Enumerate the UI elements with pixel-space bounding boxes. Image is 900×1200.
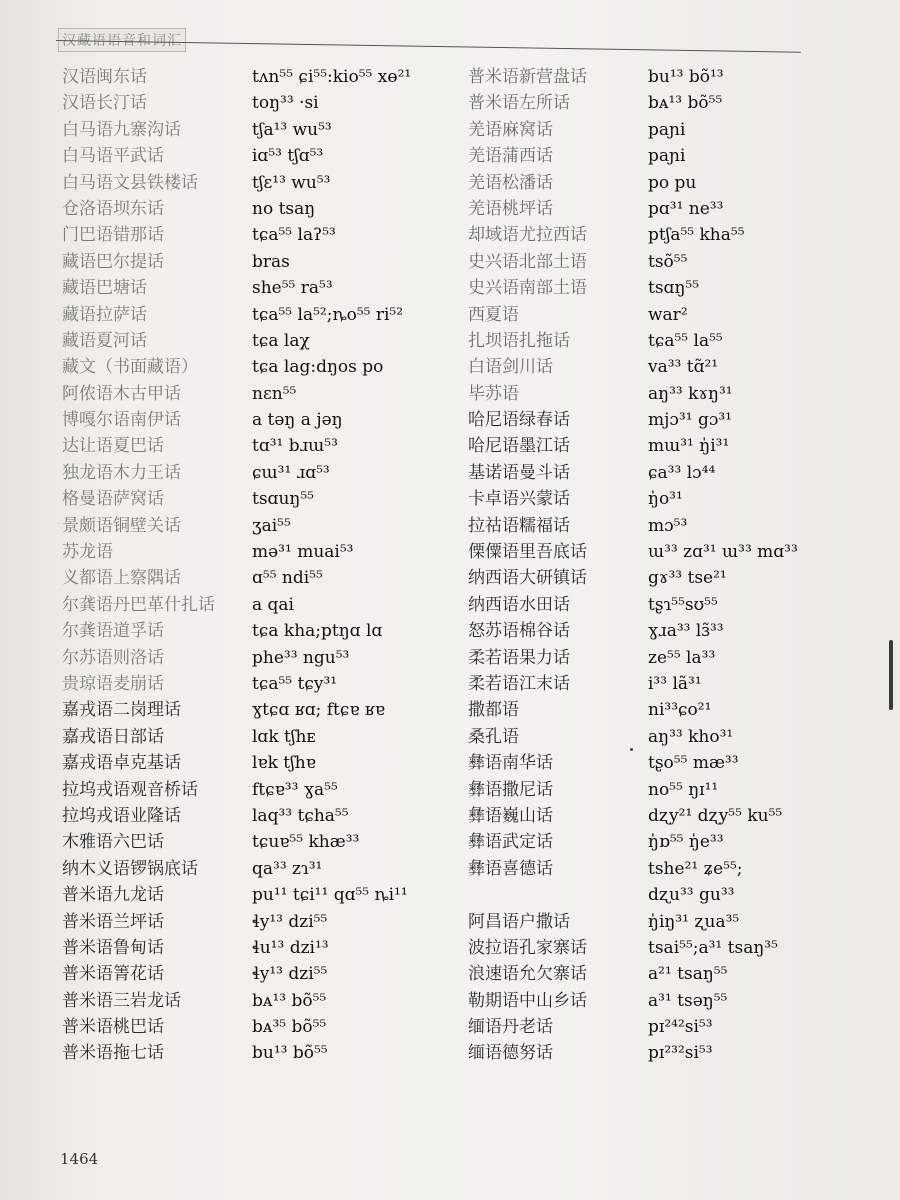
entry-row <box>62 883 462 909</box>
ipa-form: mjɔ³¹ gɔ³¹ <box>648 410 732 431</box>
ipa-form: a³¹ tsəŋ⁵⁵ <box>648 990 728 1011</box>
ipa-form: pɑ³¹ ne³³ <box>648 198 724 219</box>
language-name: 尔龚语道孚话 <box>62 621 164 642</box>
language-name: 藏语拉萨话 <box>62 304 147 325</box>
entry-row <box>62 778 462 804</box>
entry-row <box>468 672 828 698</box>
left-column <box>62 65 462 1068</box>
ipa-form: tʃa¹³ wu⁵³ <box>252 119 332 140</box>
language-name: 普米语九龙话 <box>62 885 164 906</box>
entry-row <box>468 698 828 724</box>
entry-row <box>468 514 828 540</box>
language-name: 彝语撒尼话 <box>468 779 553 800</box>
language-name: 普米语箐花话 <box>62 964 164 985</box>
language-name: 彝语喜德话 <box>468 858 553 879</box>
language-name: 普米语鲁甸话 <box>62 937 164 958</box>
entry-row <box>468 593 828 619</box>
ipa-form: tsɑŋ⁵⁵ <box>648 278 700 299</box>
ipa-form: ze⁵⁵ la³³ <box>648 647 716 668</box>
ipa-form: iɑ⁵³ tʃɑ⁵³ <box>252 146 324 167</box>
ipa-form: qa³³ zɿ³¹ <box>252 858 323 879</box>
language-name: 拉坞戎语业隆话 <box>62 805 181 826</box>
entry-row <box>468 857 828 883</box>
language-name: 毕苏语 <box>468 383 519 404</box>
ipa-form: mə³¹ muai⁵³ <box>252 542 354 563</box>
entry-row <box>468 619 828 645</box>
ipa-form: bras <box>252 251 290 272</box>
language-name: 西夏语 <box>468 304 519 325</box>
language-name: 普米语桃巴话 <box>62 1017 164 1038</box>
language-name: 哈尼语墨江话 <box>468 436 570 457</box>
ipa-form: gɤ³³ tse²¹ <box>648 568 727 589</box>
ipa-form: ɣtɕɑ ʁɑ; ftɕɐ ʁɐ <box>252 700 385 721</box>
ipa-form: tɕa kha;ptŋɑ lɑ <box>252 621 383 642</box>
ipa-form: bu¹³ bõ¹³ <box>648 67 724 87</box>
entry-row <box>62 540 462 566</box>
entry-row <box>468 250 828 276</box>
entry-row <box>62 1041 462 1067</box>
language-name: 苏龙语 <box>62 542 113 563</box>
entry-row <box>62 250 462 276</box>
entry-row <box>468 355 828 381</box>
ipa-form: aŋ³³ kɤŋ³¹ <box>648 383 733 404</box>
ipa-form: ŋ̍ɒ⁵⁵ ŋ̍e³³ <box>648 832 724 853</box>
entry-row <box>468 434 828 460</box>
ipa-form: bᴀ³⁵ bõ⁵⁵ <box>252 1017 327 1038</box>
ipa-form: ʒai⁵⁵ <box>252 515 291 536</box>
entry-row <box>468 91 828 117</box>
ipa-form: paɲi <box>648 146 686 167</box>
ipa-form: tʌn⁵⁵ ɕi⁵⁵:kio⁵⁵ xɵ²¹ <box>252 67 412 87</box>
language-name: 阿昌语户撒话 <box>468 911 570 932</box>
entry-row <box>468 171 828 197</box>
entry-row <box>62 672 462 698</box>
language-name: 羌语麻窝话 <box>468 119 553 140</box>
ipa-form: ɬu¹³ dzi¹³ <box>252 937 329 958</box>
language-name: 柔若语果力话 <box>468 647 570 668</box>
language-name: 卡卓语兴蒙话 <box>468 489 570 510</box>
ipa-form: tɕa⁵⁵ la⁵²;ȵo⁵⁵ ri⁵² <box>252 304 404 325</box>
entry-row <box>62 514 462 540</box>
entry-row <box>62 91 462 117</box>
ipa-form: bᴀ¹³ bõ⁵⁵ <box>252 990 327 1011</box>
entry-row <box>62 223 462 249</box>
running-head: 汉藏语语音和词汇 <box>58 28 186 52</box>
entry-row <box>62 751 462 777</box>
entry-row <box>62 329 462 355</box>
ipa-form: tɕa⁵⁵ la⁵⁵ <box>648 330 723 351</box>
language-name: 柔若语江末话 <box>468 673 570 694</box>
language-name: 普米语三岩龙话 <box>62 990 181 1011</box>
ipa-form: pɪ²⁴²si⁵³ <box>648 1017 713 1038</box>
language-name: 独龙语木力王话 <box>62 462 181 483</box>
ipa-form: ŋ̍iŋ³¹ ʐua³⁵ <box>648 911 740 932</box>
entry-row <box>62 487 462 513</box>
ipa-form: no tsaŋ <box>252 198 316 219</box>
page-number: 1464 <box>60 1150 99 1168</box>
ipa-form: war² <box>648 304 688 325</box>
entry-row <box>62 804 462 830</box>
ipa-form: ftɕɐ³³ ɣa⁵⁵ <box>252 779 338 800</box>
entry-row <box>468 303 828 329</box>
entry-row <box>468 778 828 804</box>
language-name: 汉语长汀话 <box>62 93 147 114</box>
ipa-form: mɯ³¹ ŋ̍i³¹ <box>648 436 730 457</box>
ipa-form: nɛn⁵⁵ <box>252 383 297 404</box>
language-name: 仓洛语坝东话 <box>62 198 164 219</box>
entry-row <box>468 223 828 249</box>
language-name: 义都语上察隅话 <box>62 568 181 589</box>
ipa-form: aŋ³³ kho³¹ <box>648 726 734 747</box>
entry-row <box>62 962 462 988</box>
entry-row <box>62 725 462 751</box>
language-name: 汉语闽东话 <box>62 67 147 87</box>
entry-row <box>62 566 462 592</box>
ipa-form: tɕuɐ⁵⁵ khæ³³ <box>252 832 360 853</box>
entry-row <box>62 197 462 223</box>
ipa-form: va³³ tɑ̃²¹ <box>648 357 719 378</box>
language-name: 纳西语水田话 <box>468 594 570 615</box>
entry-row <box>468 65 828 91</box>
language-name: 普米语兰坪话 <box>62 911 164 932</box>
entry-row <box>468 910 828 936</box>
entry-row <box>468 540 828 566</box>
language-name: 藏文（书面藏语） <box>62 357 198 378</box>
entry-row <box>62 910 462 936</box>
ipa-form: ɣɹa³³ lɜ̃³³ <box>648 621 724 642</box>
entry-row <box>468 118 828 144</box>
entry-row <box>62 171 462 197</box>
ipa-form: a təŋ a jəŋ <box>252 410 343 431</box>
ipa-form: mɔ⁵³ <box>648 515 688 536</box>
entry-row <box>62 461 462 487</box>
language-name: 彝语武定话 <box>468 832 553 853</box>
language-name: 达让语夏巴话 <box>62 436 164 457</box>
ipa-form: tʂɿ⁵⁵sʊ⁵⁵ <box>648 594 718 615</box>
language-name: 藏语夏河话 <box>62 330 147 351</box>
ipa-form: i³³ lã³¹ <box>648 673 702 694</box>
ipa-form: tshe²¹ ʑe⁵⁵; <box>648 858 743 879</box>
ipa-form: paɲi <box>648 119 686 140</box>
language-name: 羌语桃坪话 <box>468 198 553 219</box>
ipa-form: bᴀ¹³ bõ⁵⁵ <box>648 93 723 114</box>
language-name: 傈僳语里吾底话 <box>468 542 587 563</box>
binding-shadow <box>889 640 893 710</box>
entry-row <box>62 936 462 962</box>
language-name: 白语剑川话 <box>468 357 553 378</box>
entry-row <box>468 751 828 777</box>
language-name: 史兴语南部土语 <box>468 278 587 299</box>
entry-row <box>62 382 462 408</box>
ipa-form: no⁵⁵ ŋɪ¹¹ <box>648 779 719 800</box>
language-name: 普米语拖七话 <box>62 1043 164 1064</box>
entry-row <box>468 382 828 408</box>
ipa-form: toŋ³³ ·si <box>252 93 319 114</box>
ipa-form: a qai <box>252 594 294 615</box>
entry-row <box>468 989 828 1015</box>
language-name: 拉坞戎语观音桥话 <box>62 779 198 800</box>
ipa-form: bu¹³ bõ⁵⁵ <box>252 1043 328 1064</box>
ipa-form: ŋ̍o³¹ <box>648 489 683 510</box>
ipa-form: pu¹¹ tɕi¹¹ qɑ⁵⁵ ȵi¹¹ <box>252 885 408 906</box>
ipa-form: tɕa⁵⁵ tɕy³¹ <box>252 673 338 694</box>
ipa-form: ɯ³³ zɑ³¹ ɯ³³ mɑ³³ <box>648 542 798 563</box>
entry-row <box>62 408 462 434</box>
language-name: 勒期语中山乡话 <box>468 990 587 1011</box>
ipa-form: pɪ²³²si⁵³ <box>648 1043 713 1064</box>
ipa-form: laq³³ tɕha⁵⁵ <box>252 805 349 826</box>
ipa-form: tɑ³¹ bɹɯ⁵³ <box>252 436 338 457</box>
ipa-form: tɕa laχ <box>252 330 310 351</box>
language-name: 白马语文县铁楼话 <box>62 172 198 193</box>
language-name: 门巴语错那话 <box>62 225 164 246</box>
entry-row <box>62 355 462 381</box>
right-column <box>468 65 828 1068</box>
entry-row <box>62 593 462 619</box>
ipa-form: a²¹ tsaŋ⁵⁵ <box>648 964 728 985</box>
entry-row <box>62 857 462 883</box>
entry-row <box>468 962 828 988</box>
entry-row <box>468 487 828 513</box>
language-name: 景颇语铜壁关话 <box>62 515 181 536</box>
ipa-form: phe³³ ngu⁵³ <box>252 647 350 668</box>
language-name: 羌语松潘话 <box>468 172 553 193</box>
language-name: 嘉戎语日部话 <box>62 726 164 747</box>
ipa-form: ptʃa⁵⁵ kha⁵⁵ <box>648 225 745 246</box>
ipa-form: tʂo⁵⁵ mæ³³ <box>648 753 739 774</box>
language-name: 波拉语孔家寨话 <box>468 937 587 958</box>
entry-row <box>62 303 462 329</box>
entry-row <box>468 936 828 962</box>
language-name: 缅语丹老话 <box>468 1017 553 1038</box>
entry-row <box>62 144 462 170</box>
language-name: 拉祜语糯福话 <box>468 515 570 536</box>
language-name: 浪速语允欠寨话 <box>468 964 587 985</box>
entry-row <box>468 144 828 170</box>
entry-row <box>468 725 828 751</box>
ipa-form: lɑk tʃhᴇ <box>252 726 316 747</box>
language-name: 缅语德努话 <box>468 1043 553 1064</box>
entry-row <box>468 883 828 909</box>
ipa-form: tʃɛ¹³ wu⁵³ <box>252 172 331 193</box>
language-name: 普米语左所话 <box>468 93 570 114</box>
language-name: 哈尼语绿春话 <box>468 410 570 431</box>
language-name: 嘉戎语二岗理话 <box>62 700 181 721</box>
language-name: 却域语尤拉西话 <box>468 225 587 246</box>
language-name: 羌语蒲西话 <box>468 146 553 167</box>
language-name: 白马语平武话 <box>62 146 164 167</box>
print-speck <box>630 748 633 751</box>
language-name: 怒苏语棉谷话 <box>468 621 570 642</box>
language-name: 嘉戎语卓克基话 <box>62 753 181 774</box>
language-name: 尔苏语则洛话 <box>62 647 164 668</box>
language-name: 普米语新营盘话 <box>468 67 587 87</box>
language-name: 扎坝语扎拖话 <box>468 330 570 351</box>
language-name: 阿侬语木古甲话 <box>62 383 181 404</box>
language-name: 纳西语大研镇话 <box>468 568 587 589</box>
entry-row <box>468 197 828 223</box>
ipa-form: dʐu³³ gu³³ <box>648 885 735 906</box>
language-name: 纳木义语锣锅底话 <box>62 858 198 879</box>
language-name: 彝语巍山话 <box>468 805 553 826</box>
language-name: 格曼语萨窝话 <box>62 489 164 510</box>
entry-row <box>468 830 828 856</box>
ipa-form: she⁵⁵ ra⁵³ <box>252 278 333 299</box>
language-name: 藏语巴塘话 <box>62 278 147 299</box>
ipa-form: tsai⁵⁵;a³¹ tsaŋ³⁵ <box>648 937 778 958</box>
ipa-form: ni³³ɕo²¹ <box>648 700 712 721</box>
entry-row <box>62 830 462 856</box>
ipa-form: lɐk tʃhɐ <box>252 753 316 774</box>
entry-row <box>468 646 828 672</box>
entry-row <box>62 619 462 645</box>
language-name: 尔龚语丹巴革什扎话 <box>62 594 215 615</box>
entry-row <box>468 804 828 830</box>
entry-row <box>468 461 828 487</box>
ipa-form: tsɑuŋ⁵⁵ <box>252 489 314 510</box>
language-name: 藏语巴尔提话 <box>62 251 164 272</box>
language-name: 史兴语北部土语 <box>468 251 587 272</box>
entry-row <box>62 65 462 91</box>
ipa-form: po pu <box>648 172 697 193</box>
entry-row <box>468 276 828 302</box>
entry-row <box>62 989 462 1015</box>
language-name: 桑孔语 <box>468 726 519 747</box>
ipa-form: ɕɯ³¹ ɹɑ⁵³ <box>252 462 330 483</box>
language-name: 基诺语曼斗话 <box>468 462 570 483</box>
entry-row <box>468 1041 828 1067</box>
language-name: 博嘎尔语南伊话 <box>62 410 181 431</box>
ipa-form: ɕa³³ lɔ⁴⁴ <box>648 462 716 483</box>
ipa-form: dʐy²¹ dʐy⁵⁵ ku⁵⁵ <box>648 805 783 826</box>
entry-row <box>62 646 462 672</box>
language-name: 木雅语六巴话 <box>62 832 164 853</box>
entry-row <box>468 1015 828 1041</box>
ipa-form: ɑ⁵⁵ ndi⁵⁵ <box>252 568 323 589</box>
entry-row <box>62 434 462 460</box>
entry-row <box>468 566 828 592</box>
ipa-form: tɕa lag:dŋos po <box>252 357 384 378</box>
ipa-form: tsõ⁵⁵ <box>648 251 688 272</box>
ipa-form: tɕa⁵⁵ laʔ⁵³ <box>252 225 336 246</box>
entry-row <box>468 329 828 355</box>
ipa-form: ɬy¹³ dzi⁵⁵ <box>252 911 328 932</box>
ipa-form: ɬy¹³ dzi⁵⁵ <box>252 964 328 985</box>
language-name: 撒都语 <box>468 700 519 721</box>
entry-row <box>62 1015 462 1041</box>
language-name: 白马语九寨沟话 <box>62 119 181 140</box>
language-name: 贵琼语麦崩话 <box>62 673 164 694</box>
entry-row <box>62 276 462 302</box>
entry-row <box>62 118 462 144</box>
entry-row <box>62 698 462 724</box>
entry-row <box>468 408 828 434</box>
language-name: 彝语南华话 <box>468 753 553 774</box>
